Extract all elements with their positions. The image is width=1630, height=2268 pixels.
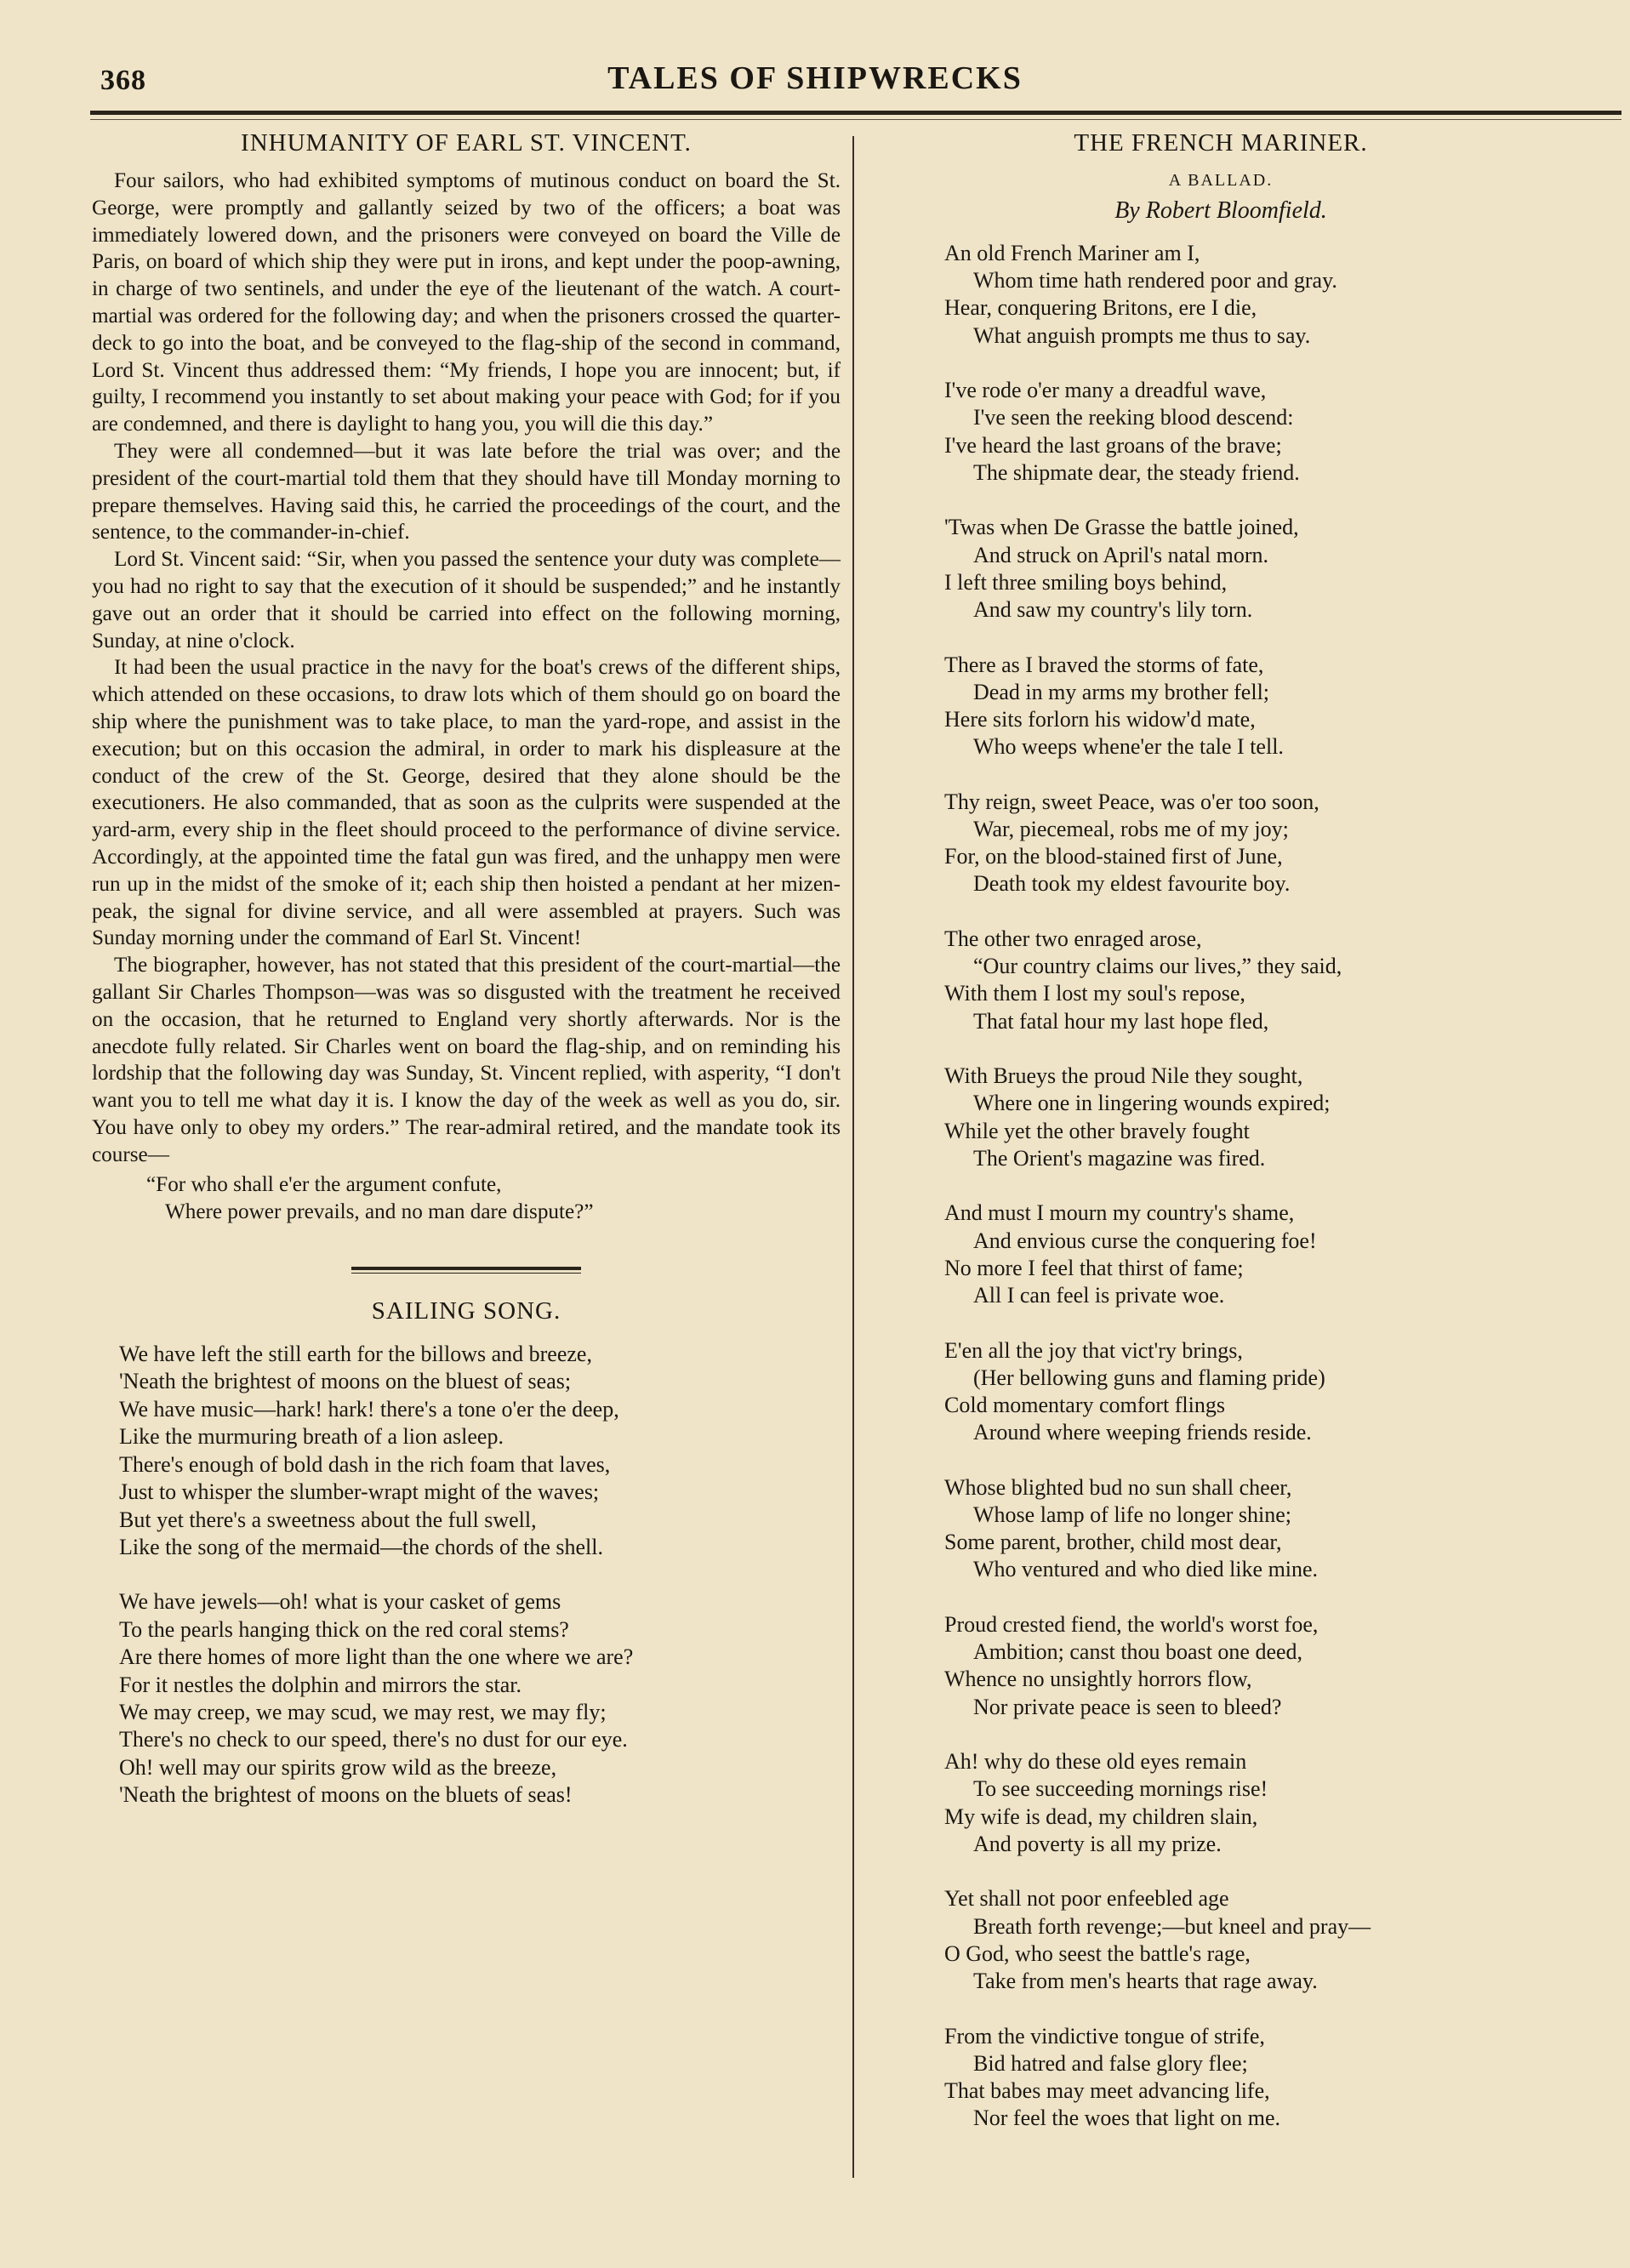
ballad-stanza [885, 1611, 1557, 1721]
ballad-line: My wife is dead, my children slain, [944, 1804, 1258, 1829]
ballad-line: Bid hatred and false glory flee; [973, 2050, 1248, 2076]
ballad-line: Whom time hath rendered poor and gray. [973, 268, 1337, 293]
verse-line: There's no check to our speed, there's no dust for our eye. [119, 1727, 628, 1752]
ballad-line: E'en all the joy that vict'ry brings, [944, 1337, 1243, 1363]
ballad-stanza [885, 514, 1557, 624]
ballad-line: With Brueys the proud Nile they sought, [944, 1063, 1303, 1089]
verse-line: Like the murmuring breath of a lion asleep. [119, 1424, 504, 1450]
verse-line: 'Neath the brightest of moons on the bluest of seas; [119, 1369, 572, 1394]
ballad-line: Ah! why do these old eyes remain [944, 1749, 1247, 1775]
ballad-line: And envious curse the conquering foe! [973, 1228, 1317, 1253]
verse-line: We have music—hark! hark! there's a tone o'er the deep, [119, 1396, 619, 1422]
song-stanza [92, 1588, 841, 1809]
ballad-stanza [885, 2023, 1557, 2133]
quote-line: “For who shall e'er the argument confute, [146, 1173, 502, 1197]
quote-line: Where power prevails, and no man dare dispute?” [165, 1200, 594, 1224]
ballad-line: Thy reign, sweet Peace, was o'er too soon, [944, 789, 1319, 814]
ballad-line: Some parent, brother, child most dear, [944, 1530, 1282, 1555]
right-column [885, 129, 1557, 2160]
ballad-line: Whose blighted bud no sun shall cheer, [944, 1474, 1292, 1500]
page-number: 368 [100, 65, 146, 96]
ballad-line: Who ventured and who died like mine. [973, 1557, 1319, 1582]
closing-quote [92, 1171, 841, 1226]
verse-line: We may creep, we may scud, we may rest, we may fly; [119, 1699, 607, 1724]
ballad-line: All I can feel is private woe. [973, 1283, 1225, 1308]
verse-line: Are there homes of more light than the one where we are? [119, 1644, 634, 1670]
ballad-line: An old French Mariner am I, [944, 241, 1200, 265]
ballad-line: I've heard the last groans of the brave; [944, 432, 1282, 458]
ballad-line: The shipmate dear, the steady friend. [973, 459, 1300, 485]
verse-line: Just to whisper the slumber-wrapt might of the waves; [119, 1479, 600, 1505]
ballad-line: Dead in my arms my brother fell; [973, 679, 1270, 704]
ballad-line: And saw my country's lily torn. [973, 597, 1253, 623]
ballad-line: That fatal hour my last hope fled, [973, 1008, 1269, 1034]
header-rule-thin [90, 119, 1621, 120]
article-paragraph: It had been the usual practice in the navy for the boat's crews of the different ships, which attended on these occasions, to draw lots which of them should go on board the ship where the punishment was to take place, to man the yard-rope, and assist in the execution; but on this occasion the admiral, in order to mark his displeasure at the conduct of the crew of the St. George, desired that they alone should be the executioners. He also commanded, that as soon as the culprits were suspended at the yard-arm, every ship in the fleet should proceed to the performance of divine service. Accordingly, at the appointed time the fatal gun was fired, and the unhappy men were run up in the midst of the smoke of it; each ship then hoisted a pendant at her mizen-peak, the signal for divine service, and all were assembled at prayers. Such was Sunday morning under the command of Earl St. Vincent! [92, 656, 841, 950]
ballad-line: Breath forth revenge;—but kneel and pray— [973, 1913, 1371, 1939]
ballad-line: From the vindictive tongue of strife, [944, 2023, 1265, 2049]
ballad-stanza [885, 1200, 1557, 1309]
ballad-line: Around where weeping friends reside. [973, 1420, 1312, 1445]
ballad-line: What anguish prompts me thus to say. [973, 322, 1311, 348]
ballad-line: There as I braved the storms of fate, [944, 652, 1264, 677]
ballad-line: Who weeps whene'er the tale I tell. [973, 734, 1284, 760]
verse-line: But yet there's a sweetness about the full swell, [119, 1507, 537, 1532]
ballad-line: Nor private peace is seen to bleed? [973, 1694, 1282, 1719]
ballad-line: Yet shall not poor enfeebled age [944, 1886, 1229, 1912]
ballad-stanza [885, 1474, 1557, 1584]
ballad-line: For, on the blood-stained first of June, [944, 844, 1283, 869]
section-break-rule [351, 1267, 581, 1274]
ballad-line: Where one in lingering wounds expired; [973, 1091, 1331, 1116]
poem-title: THE FRENCH MARINER. [1074, 129, 1368, 157]
header-rule [90, 111, 1621, 115]
ballad-line: Cold momentary comfort flings [944, 1393, 1226, 1418]
ballad-line: And must I mourn my country's shame, [944, 1200, 1295, 1226]
song-stanza [92, 1341, 841, 1561]
verse-line: For it nestles the dolphin and mirrors the star. [119, 1672, 521, 1697]
ballad-stanza [885, 1337, 1557, 1447]
ballad-line: To see succeeding mornings rise! [973, 1776, 1268, 1802]
ballad-line: Proud crested fiend, the world's worst foe, [944, 1612, 1319, 1638]
poem-byline: By Robert Bloomfield. [1114, 197, 1327, 224]
ballad-stanza [885, 240, 1557, 350]
article-paragraph: They were all condemned—but it was late before the trial was over; and the president of the court-martial told them that they should have till Monday morning to prepare themselves. Having said this, he carried the proceedings of the court, and the sentence, to the commander-in-chief. [92, 439, 841, 544]
ballad-line: 'Twas when De Grasse the battle joined, [944, 515, 1299, 540]
verse-line: To the pearls hanging thick on the red coral stems? [119, 1616, 569, 1642]
article-title: INHUMANITY OF EARL ST. VINCENT. [241, 129, 692, 157]
ballad-line: O God, who seest the battle's rage, [944, 1940, 1251, 1966]
verse-line: There's enough of bold dash in the rich foam that laves, [119, 1451, 611, 1477]
ballad-stanza [885, 926, 1557, 1035]
ballad-line: Hear, conquering Britons, ere I die, [944, 295, 1257, 321]
article-paragraph: Lord St. Vincent said: “Sir, when you passed the sentence your duty was complete—you had no right to say that the execution of it should be suspended;” and he instantly gave out an order that it should be carried into effect on the following morning, Sunday, at nine o'clock. [92, 548, 841, 652]
article-paragraph: Four sailors, who had exhibited symptoms of mutinous conduct on board the St. George, were promptly and gallantly seized by two of the officers; a boat was immediately lowered down, and the prisoners were conveyed on board the Ville de Paris, on board of which ship they were put in irons, and kept under the poop-awning, in charge of two sentinels, and under the eye of the lieutenant of the watch. A court-martial was ordered for the following day; and when the prisoners crossed the quarter-deck to go into the boat, and be conveyed to the flag-ship of the second in command, Lord St. Vincent thus addressed them: “My friends, I hope you are innocent; but, if guilty, I recommend you instantly to set about making your peace with God; for if you are condemned, and there is daylight to hang you, you will die this day.” [92, 169, 841, 436]
article-paragraph: The biographer, however, has not stated that this president of the court-martial—the gallant Sir Charles Thompson—was was so disgusted with the treatment he received on the occasion, that he returned to England very shortly afterwards. Nor is the anecdote fully related. Sir Charles went on board the flag-ship, and on reminding his lordship that the following day was Sunday, St. Vincent replied, with asperity, “I don't want you to tell me what day it is. I know the day of the week as well as you do, sir. You have only to obey my orders.” The rear-admiral retired, and the mandate took its course— [92, 954, 841, 1166]
ballad-stanza [885, 1885, 1557, 1995]
ballad-line: Whose lamp of life no longer shine; [973, 1502, 1292, 1528]
ballad-line: Nor feel the woes that light on me. [973, 2106, 1281, 2131]
left-column [92, 129, 841, 1837]
sailing-song [92, 1341, 841, 1809]
verse-line: Oh! well may our spirits grow wild as the breeze, [119, 1754, 557, 1780]
ballad-line: The other two enraged arose, [944, 926, 1202, 952]
ballad-line: Death took my eldest favourite boy. [973, 871, 1291, 897]
poem-subtitle: A BALLAD. [1168, 171, 1274, 190]
ballad-body [885, 240, 1557, 2132]
column-divider [852, 136, 854, 2178]
running-title: TALES OF SHIPWRECKS [607, 60, 1023, 96]
ballad-stanza [885, 1063, 1557, 1172]
song-title: SAILING SONG. [371, 1297, 561, 1325]
ballad-line: While yet the other bravely fought [944, 1118, 1250, 1143]
ballad-line: The Orient's magazine was fired. [973, 1145, 1266, 1171]
ballad-line: I've rode o'er many a dreadful wave, [944, 378, 1267, 403]
ballad-stanza [885, 377, 1557, 487]
ballad-line: Whence no unsightly horrors flow, [944, 1667, 1252, 1692]
verse-line: 'Neath the brightest of moons on the bluets of seas! [119, 1782, 573, 1808]
article-body [92, 168, 841, 1168]
ballad-line: No more I feel that thirst of fame; [944, 1255, 1244, 1280]
verse-line: Like the song of the mermaid—the chords of the shell. [119, 1534, 603, 1559]
ballad-line: And struck on April's natal morn. [973, 542, 1268, 567]
ballad-line: With them I lost my soul's repose, [944, 981, 1245, 1006]
ballad-line: Take from men's hearts that rage away. [973, 1969, 1318, 1994]
ballad-line: Ambition; canst thou boast one deed, [973, 1639, 1303, 1665]
ballad-line: I left three smiling boys behind, [944, 569, 1228, 595]
verse-line: We have left the still earth for the billows and breeze, [119, 1342, 592, 1367]
ballad-line: Here sits forlorn his widow'd mate, [944, 707, 1256, 732]
ballad-line: And poverty is all my prize. [973, 1831, 1222, 1856]
verse-line: We have jewels—oh! what is your casket of gems [119, 1589, 561, 1615]
ballad-stanza [885, 1748, 1557, 1858]
ballad-stanza [885, 652, 1557, 761]
ballad-line: I've seen the reeking blood descend: [973, 405, 1294, 430]
page-header [0, 51, 1630, 102]
ballad-stanza [885, 789, 1557, 898]
ballad-line: (Her bellowing guns and flaming pride) [973, 1365, 1325, 1390]
ballad-line: That babes may meet advancing life, [944, 2078, 1270, 2104]
ballad-line: War, piecemeal, robs me of my joy; [973, 817, 1289, 842]
ballad-line: “Our country claims our lives,” they said, [973, 954, 1342, 979]
